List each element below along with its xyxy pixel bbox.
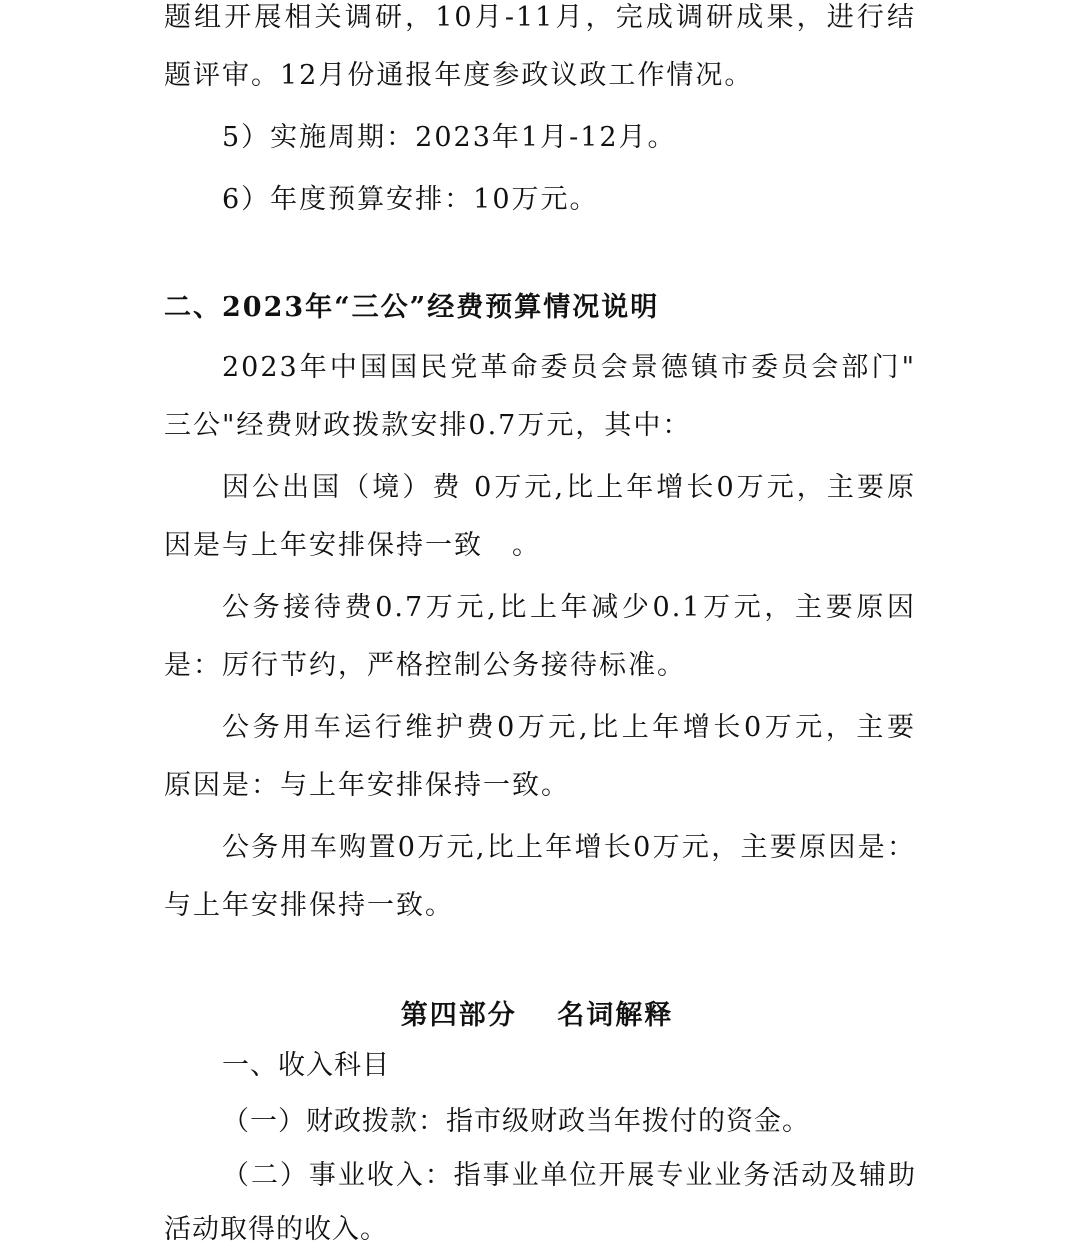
paragraph-line: 因是与上年安排保持一致 。	[164, 530, 541, 561]
paragraph-line: 公务用车购置0万元,比上年增长0万元，主要原因是：	[222, 832, 916, 863]
paragraph-line: 原因是：与上年安排保持一致。	[164, 770, 570, 801]
part-heading-glossary: 第四部分 名词解释	[400, 1000, 674, 1031]
paragraph-line: 题组开展相关调研，10月-11月，完成调研成果，进行结	[164, 2, 916, 33]
paragraph-line: 公务接待费0.7万元,比上年减少0.1万元，主要原因	[222, 592, 916, 623]
section-heading-three-public-expenses: 二、2023年“三公”经费预算情况说明	[164, 292, 660, 323]
glossary-item-business-income: （二）事业收入：指事业单位开展专业业务活动及辅助	[222, 1160, 916, 1191]
subsection-heading-income: 一、收入科目	[222, 1050, 390, 1081]
glossary-item-fiscal-allocation: （一）财政拨款：指市级财政当年拨付的资金。	[222, 1106, 810, 1137]
paragraph-line: 公务用车运行维护费0万元,比上年增长0万元，主要	[222, 712, 916, 743]
list-item-implementation-period: 5）实施周期：2023年1月-12月。	[222, 122, 677, 153]
paragraph-line: 2023年中国国民党革命委员会景德镇市委员会部门"	[222, 352, 916, 383]
list-item-annual-budget: 6）年度预算安排：10万元。	[222, 184, 599, 215]
paragraph-line: 因公出国（境）费 0万元,比上年增长0万元，主要原	[222, 472, 916, 503]
paragraph-line: 与上年安排保持一致。	[164, 890, 454, 921]
paragraph-line: 活动取得的收入。	[164, 1214, 388, 1245]
paragraph-line: 三公"经费财政拨款安排0.7万元，其中：	[164, 410, 692, 441]
paragraph-line: 是：厉行节约，严格控制公务接待标准。	[164, 650, 686, 681]
paragraph-line: 题评审。12月份通报年度参政议政工作情况。	[164, 60, 754, 91]
